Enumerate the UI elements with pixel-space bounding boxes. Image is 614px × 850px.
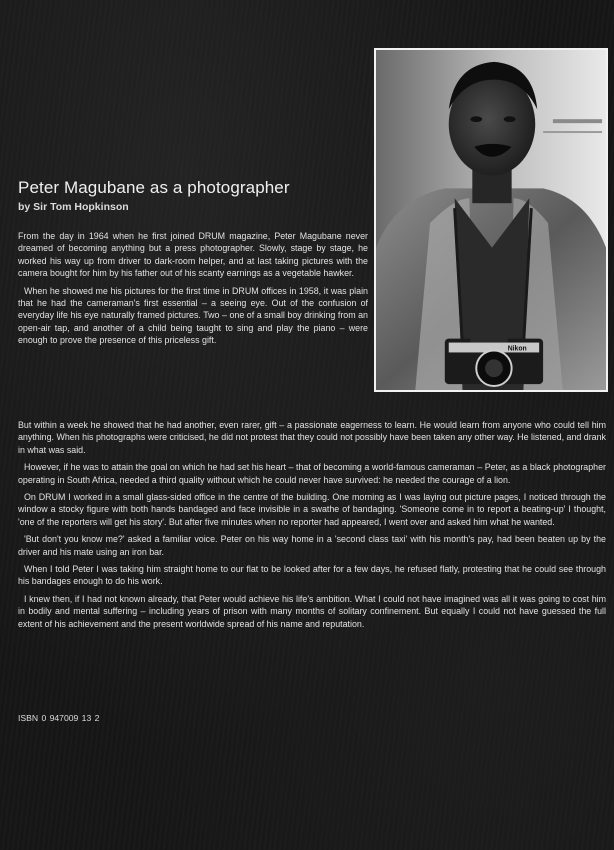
paragraph: On DRUM I worked in a small glass-sided office in the centre of the building. One morning as I was laying out picture pages, I noticed through the window a stocky figure with both hands bandaged and face invisible in a swathe of bandaging. 'Someone come in to report a beating-up' I thought, 'one of the reporters will get his story'. But after five minutes when no reporter had appeared, I went over and asked him what he wanted.: [18, 492, 606, 527]
paragraph: 'But don't you know me?' asked a familiar voice. Peter on his way home in a 'second class taxi' with his month's pay, had been beaten up by the driver and his mate using an iron bar.: [18, 534, 606, 557]
paragraph: From the day in 1964 when he first joined DRUM magazine, Peter Magubane never dreamed of becoming anything but a press photographer. Slowly, stage by stage, he worked his way up from driver to dark-room helper, and at last taking pictures with the camera bought for him by his father out of his scanty earnings as a vegetable hawker.: [18, 231, 368, 279]
body-column: [18, 419, 606, 635]
portrait-illustration: [376, 50, 606, 390]
portrait-photo: [374, 48, 608, 392]
article-title: Peter Magubane as a photographer: [18, 178, 290, 197]
intro-column: [18, 230, 368, 352]
paragraph: When he showed me his pictures for the first time in DRUM offices in 1958, it was plain that he had the cameraman's first essential – a seeing eye. Out of the confusion of everyday life his eye naturally framed pictures. Two – one of a small boy drinking from an open-air tap, and another of a child being taught to sing and play the piano – were enough to prove the presence of this priceless gift.: [18, 285, 368, 346]
paragraph: When I told Peter I was taking him straight home to our flat to be looked after for a few days, he refused flatly, protesting that he could see through his bandages enough to do his work.: [18, 564, 606, 587]
paragraph: But within a week he showed that he had another, even rarer, gift – a passionate eagerness to learn. He would learn from anyone who could tell him anything. When his photographs were criticised, he did not protest that they could not possibly have been taken any other way. He listened, and drank in what was said.: [18, 420, 606, 455]
isbn-number: ISBN 0 947009 13 2: [18, 713, 100, 723]
paragraph: I knew then, if I had not known already, that Peter would achieve his life's ambition. What I could not have imagined was all it was going to cost him in bodily and mental suffering – including years of prison with many months of solitary confinement. But equally I could not have guessed the full extent of his achievement and the present worldwide spread of his name and reputation.: [18, 593, 606, 629]
paragraph: However, if he was to attain the goal on which he had set his heart – that of becoming a world-famous cameraman – Peter, as a black photographer operating in South Africa, needed a third quality without which he could never have survived: he needed the courage of a lion.: [18, 462, 606, 485]
camera-brand-label: Nikon: [507, 345, 527, 353]
article-byline: by Sir Tom Hopkinson: [18, 201, 129, 213]
